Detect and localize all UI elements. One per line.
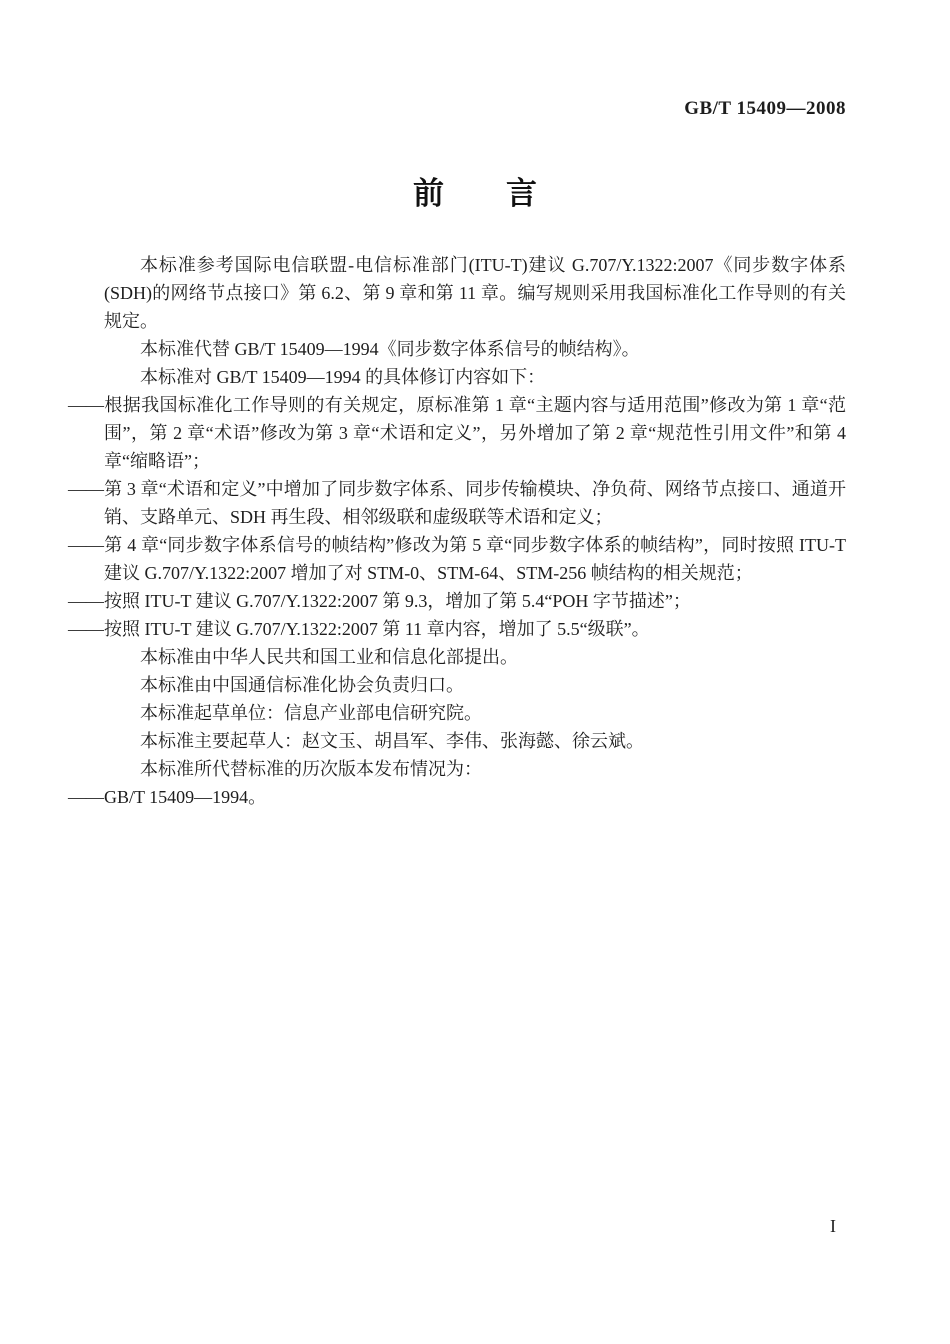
revision-list-item: ——第 4 章“同步数字体系信号的帧结构”修改为第 5 章“同步数字体系的帧结构”，同时按照 ITU-T 建议 G.707/Y.1322:2007 增加了对 STM-0、STM-64、STM-256 帧结构的相关规范；: [68, 535, 846, 583]
page-title: 前 言: [413, 176, 537, 211]
paragraph-intro: 本标准参考国际电信联盟-电信标准部门(ITU-T)建议 G.707/Y.1322:2007《同步数字体系(SDH)的网络节点接口》第 6.2、第 9 章和第 11 章。编写规则采用我国标准化工作导则的有关规定。: [104, 255, 846, 331]
paragraph-revision-lead-in: 本标准对 GB/T 15409—1994 的具体修订内容如下：: [140, 367, 546, 387]
revision-list-item: ——按照 ITU-T 建议 G.707/Y.1322:2007 第 11 章内容，增加了 5.5“级联”。: [68, 619, 650, 639]
page-number: I: [830, 1216, 836, 1236]
history-list-item: ——GB/T 15409—1994。: [68, 787, 267, 807]
foreword-body: [68, 251, 846, 811]
revision-list-item: ——根据我国标准化工作导则的有关规定，原标准第 1 章“主题内容与适用范围”修改为第 1 章“范围”，第 2 章“术语”修改为第 3 章“术语和定义”，另外增加了第 2 章“规范性引用文件”和第 4 章“缩略语”；: [68, 395, 846, 471]
paragraph-replaces: 本标准代替 GB/T 15409—1994《同步数字体系信号的帧结构》。: [140, 339, 640, 359]
revision-list-item: ——按照 ITU-T 建议 G.707/Y.1322:2007 第 9.3，增加了第 5.4“POH 字节描述”；: [68, 591, 691, 611]
paragraph-drafters: 本标准主要起草人：赵文玉、胡昌军、李伟、张海懿、徐云斌。: [140, 731, 644, 751]
paragraph-proposed-by: 本标准由中华人民共和国工业和信息化部提出。: [140, 647, 518, 667]
standard-number: GB/T 15409—2008: [684, 98, 846, 119]
revision-list-item: ——第 3 章“术语和定义”中增加了同步数字体系、同步传输模块、净负荷、网络节点接口、通道开销、支路单元、SDH 再生段、相邻级联和虚级联等术语和定义；: [68, 479, 846, 527]
paragraph-managed-by: 本标准由中国通信标准化协会负责归口。: [140, 675, 464, 695]
paragraph-drafting-unit: 本标准起草单位：信息产业部电信研究院。: [140, 703, 482, 723]
paragraph-history-lead-in: 本标准所代替标准的历次版本发布情况为：: [140, 759, 482, 779]
